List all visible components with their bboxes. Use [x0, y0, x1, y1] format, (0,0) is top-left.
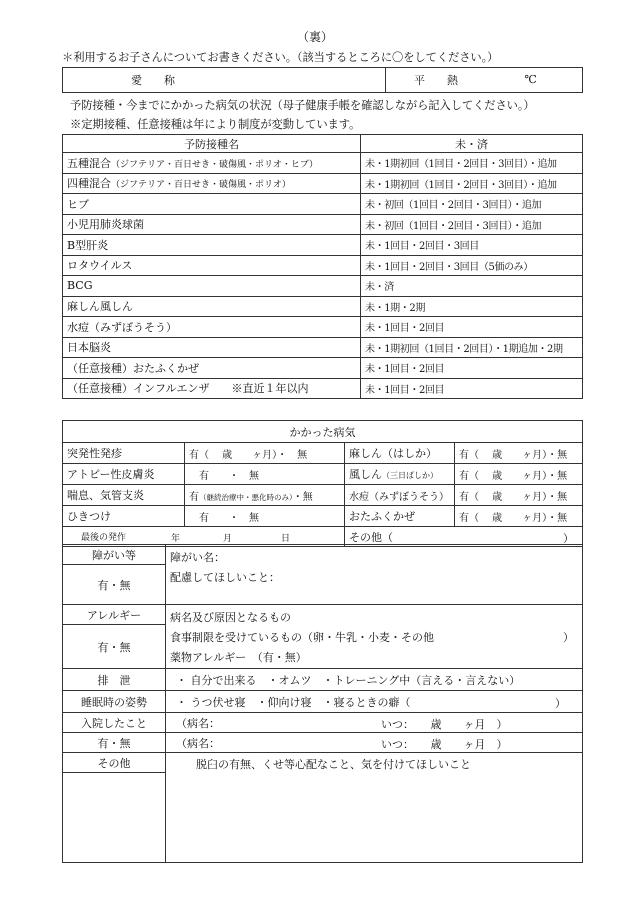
vaccine-name: ロタウイルス: [67, 259, 133, 273]
instruction-text: ＊利用するお子さんについてお書きください。（該当するところに〇をしてください。）: [62, 51, 499, 64]
allergy-line-2-close: ）: [563, 631, 574, 644]
vaccination-row: [63, 194, 583, 215]
vaccine-name: 日本脳炎: [67, 341, 111, 355]
vaccination-row: [63, 214, 583, 235]
vaccine-status[interactable]: 未・初回（1回目・2回目・3回目）・追加: [361, 214, 583, 235]
hospital-line-1-disease: （病名：: [176, 716, 220, 730]
normal-temp-field[interactable]: [386, 68, 583, 93]
vaccine-name: 小児用肺炎球菌: [67, 218, 144, 232]
illness-row: [63, 485, 583, 506]
hospital-line-2-when: いつ： 歳 ヶ月 ）: [381, 738, 508, 751]
vaccine-name: ヒブ: [67, 197, 89, 211]
illness-row: [63, 506, 583, 527]
vaccination-row: [63, 276, 583, 297]
illness-right-name-note: （三日ばしか）: [382, 471, 438, 480]
vaccine-name-cell: [63, 296, 361, 317]
allergy-choice[interactable]: 有・無: [63, 625, 166, 669]
page-heading: （裏）: [296, 30, 333, 44]
other-field[interactable]: [166, 753, 583, 863]
vaccination-header-status: 未・済: [361, 135, 583, 153]
allergy-field[interactable]: [166, 605, 583, 669]
illness-right-name: [345, 485, 455, 506]
vaccine-name-cell: [63, 153, 361, 174]
illness-left-status-text: 有 ・ 無: [199, 512, 259, 524]
vaccine-status[interactable]: 未・1回目・2回目・3回目: [361, 235, 583, 256]
illness-other-close: ）: [563, 532, 574, 545]
hospital-line-1-when: いつ： 歳 ヶ月 ）: [381, 718, 508, 731]
vaccine-name: B型肝炎: [67, 238, 109, 252]
vaccine-status[interactable]: 未・1回目・2回目: [361, 358, 583, 379]
illness-right-status[interactable]: 有（ 歳 ヶ月）・無: [455, 485, 583, 506]
illness-left-status[interactable]: [185, 443, 345, 464]
temp-unit: ℃: [524, 72, 537, 86]
disability-name-label: 障がい名：: [170, 551, 225, 564]
illness-left-name: 突発性発疹: [63, 443, 185, 464]
vaccine-name: （任意接種）おたふくかぜ: [67, 361, 199, 375]
other-text: 脱臼の有無、くせ等心配なこと、気を付けてほしいこと: [196, 758, 471, 771]
illness-left-name: 喘息、気管支炎: [63, 485, 185, 506]
day-label: 日: [281, 534, 291, 544]
hospital-line-2[interactable]: [166, 733, 583, 753]
illness-left-status-tail: ・無: [292, 491, 313, 503]
illness-table: [62, 420, 583, 547]
vaccine-status[interactable]: 未・1期初回（1回目・2回目）・1期追加・2期: [361, 337, 583, 358]
vaccine-name-cell: [63, 214, 361, 235]
normal-temp-label: 平 熱: [414, 74, 458, 87]
vaccine-name-cell: [63, 276, 361, 297]
illness-left-name: アトピー性皮膚炎: [63, 464, 185, 485]
year-label: 年: [171, 534, 181, 544]
vaccination-row: [63, 317, 583, 338]
illness-left-name: ひきつけ: [63, 506, 185, 527]
illness-right-status[interactable]: 有（ 歳 ヶ月）・無: [455, 443, 583, 464]
illness-left-status[interactable]: [185, 464, 345, 485]
allergy-line-1: 病名及び原因となるもの: [170, 611, 291, 624]
vaccination-header-name: 予防接種名: [63, 135, 361, 153]
illness-row: [63, 464, 583, 485]
other-label: その他: [63, 753, 166, 773]
vaccination-row: [63, 378, 583, 399]
vaccine-status[interactable]: 未・1期初回（1回目・2回目・3回目）・追加: [361, 173, 583, 194]
illness-left-status-note: （継続治療中・悪化時のみ）: [199, 492, 293, 502]
vaccination-row: [63, 255, 583, 276]
illness-row: [63, 443, 583, 464]
excretion-label: 排 泄: [63, 669, 166, 691]
vaccine-name-cell: [63, 173, 361, 194]
vaccination-row: [63, 358, 583, 379]
vaccine-status[interactable]: 未・1回目・2回目: [361, 317, 583, 338]
illness-left-status-text: 有 ・ 無: [199, 470, 259, 482]
illness-right-name: [345, 506, 455, 527]
illness-right-status[interactable]: 有（ 歳 ヶ月）・無: [455, 506, 583, 527]
vaccination-row: [63, 235, 583, 256]
vaccination-row: [63, 337, 583, 358]
vaccination-row: [63, 296, 583, 317]
vaccine-name-cell: [63, 194, 361, 215]
vaccine-status[interactable]: 未・1回目・2回目・3回目（5価のみ）: [361, 255, 583, 276]
vaccine-name-cell: [63, 337, 361, 358]
vaccine-name: 麻しん風しん: [67, 300, 133, 314]
other-blank: [63, 773, 166, 863]
illness-right-name: [345, 443, 455, 464]
illness-left-status-text: 有: [189, 491, 199, 503]
vaccine-detail: （ジフテリア・百日せき・破傷風・ポリオ・ヒブ）: [111, 159, 319, 170]
vaccine-name: BCG: [67, 279, 93, 293]
vaccine-status[interactable]: 未・済: [361, 276, 583, 297]
vaccine-name-cell: [63, 255, 361, 276]
allergy-label: アレルギー: [63, 605, 166, 625]
allergy-line-3: 薬物アレルギー （有・無）: [170, 651, 307, 664]
illness-right-name-text: おたふくかぜ: [349, 510, 415, 523]
illness-title: かかった病気: [63, 421, 583, 443]
illness-other-label: その他（: [349, 530, 393, 544]
sleep-close: ）: [555, 697, 566, 710]
hospital-line-1[interactable]: [166, 713, 583, 733]
vaccination-intro: 予防接種・今までにかかった病気の状況（母子健康手帳を確認しながら記入してください。）: [70, 99, 535, 112]
info-table: [62, 67, 583, 93]
illness-right-name-text: 水痘（みずぼうそう）: [349, 491, 449, 503]
vaccine-name-cell: [63, 317, 361, 338]
hospital-choice[interactable]: 有・無: [63, 733, 166, 753]
nickname-label: 愛 称: [131, 74, 175, 87]
vaccine-status[interactable]: 未・初回（1回目・2回目・3回目）・追加: [361, 194, 583, 215]
vaccination-row: [63, 173, 583, 194]
illness-right-name-text: 麻しん（はしか）: [349, 447, 437, 460]
vaccination-table: [62, 134, 583, 399]
sleep-field[interactable]: [166, 691, 583, 713]
vaccine-name-cell: [63, 378, 361, 399]
disability-choice[interactable]: 有・無: [63, 565, 166, 605]
vaccine-name-cell: [63, 235, 361, 256]
vaccine-name: 五種混合: [67, 156, 111, 170]
hospital-label: 入院したこと: [63, 713, 166, 733]
vaccine-name-cell: [63, 358, 361, 379]
nickname-field[interactable]: [63, 68, 386, 93]
vaccine-status[interactable]: 未・1期・2期: [361, 296, 583, 317]
disability-label: 障がい等: [63, 545, 166, 565]
vaccine-name: 水痘（みずぼうそう）: [67, 320, 177, 334]
month-label: 月: [223, 534, 233, 544]
disability-field[interactable]: [166, 545, 583, 605]
illness-right-name-text: 風しん: [349, 468, 382, 481]
sleep-options: ・ うつ伏せ寝 ・仰向け寝 ・寝るときの癖（: [176, 695, 411, 709]
vaccination-row: [63, 153, 583, 174]
disability-consideration-label: 配慮してほしいこと：: [170, 571, 280, 584]
vaccine-name: （任意接種）インフルエンザ ※直近１年以内: [67, 382, 309, 396]
last-seizure-label: 最後の発作: [81, 533, 127, 543]
illness-right-status[interactable]: 有（ 歳 ヶ月）・無: [455, 464, 583, 485]
vaccine-detail: （ジフテリア・百日せき・破傷風・ポリオ）: [111, 180, 291, 191]
hospital-line-2-disease: （病名：: [176, 736, 220, 750]
vaccine-name: 四種混合: [67, 177, 111, 191]
illness-left-status-text: 有（ 歳 ヶ月）・ 無: [189, 449, 308, 461]
illness-right-name: [345, 464, 455, 485]
sleep-label: 睡眠時の姿勢: [63, 691, 166, 713]
illness-left-status[interactable]: [185, 485, 345, 506]
illness-left-status[interactable]: [185, 506, 345, 527]
excretion-options[interactable]: ・ 自分で出来る ・オムツ ・トレーニング中（言える・言えない）: [166, 669, 583, 691]
extra-info-table: [62, 544, 583, 863]
vaccine-status[interactable]: 未・1期初回（1回目・2回目・3回目）・追加: [361, 153, 583, 174]
vaccine-status[interactable]: 未・1回目・2回目: [361, 378, 583, 399]
vaccination-note: ※定期接種、任意接種は年により制度が変動しています。: [70, 118, 361, 131]
allergy-line-2: 食事制限を受けているもの（卵・牛乳・小麦・その他: [170, 631, 434, 644]
